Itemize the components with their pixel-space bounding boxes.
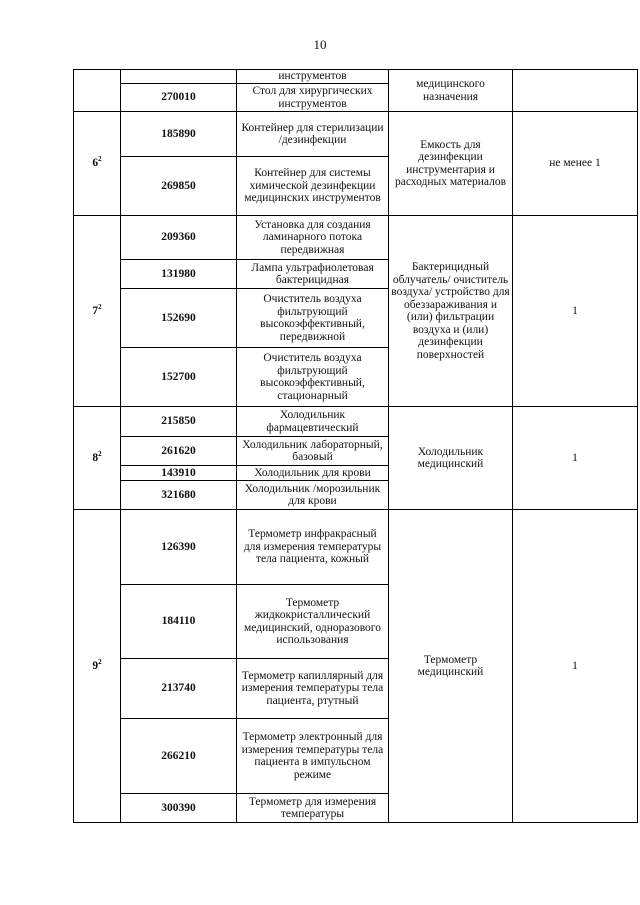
group-name: Емкость для дезинфекции инструментария и расходных материалов: [389, 112, 513, 216]
item-name: Контейнер для системы химической дезинфекции медицинских инструментов: [237, 157, 389, 216]
row-number: 8: [92, 451, 99, 464]
row-number-cell: [74, 510, 121, 823]
row-number-sup: 2: [98, 155, 102, 164]
quantity-cell: [513, 70, 638, 112]
row-number-cell: [74, 70, 121, 112]
quantity-cell: 1: [513, 407, 638, 510]
item-code: 126390: [121, 510, 237, 585]
item-name: Термометр для измерения температуры: [237, 794, 389, 823]
item-name: Контейнер для стерилизации /дезинфекции: [237, 112, 389, 157]
item-code: 209360: [121, 216, 237, 260]
group-name: Бактерицидный облучатель/ очиститель воздуха/ устройство для обеззараживания и (или) фильтрации воздуха и (или) дезинфекции поверхностей: [389, 216, 513, 407]
item-name: Термометр электронный для измерения температуры тела пациента в импульсном режиме: [237, 719, 389, 794]
row-number: 6: [92, 157, 99, 170]
quantity-cell: 1: [513, 510, 638, 823]
quantity-cell: 1: [513, 216, 638, 407]
item-code: 270010: [121, 84, 237, 112]
row-number-cell: [74, 112, 121, 216]
item-code: [121, 70, 237, 84]
item-name: Лампа ультрафиолетовая бактерицидная: [237, 260, 389, 289]
row-number-sup: 2: [98, 302, 102, 311]
row-number: 7: [92, 304, 99, 317]
row-number-sup: 2: [98, 449, 102, 458]
item-code: 269850: [121, 157, 237, 216]
item-code: 152690: [121, 289, 237, 348]
item-name: Стол для хирургических инструментов: [237, 84, 389, 112]
item-name: Термометр капиллярный для измерения температуры тела пациента, ртутный: [237, 659, 389, 719]
row-number-sup: 2: [98, 657, 102, 666]
item-code: 266210: [121, 719, 237, 794]
table-row: [74, 112, 638, 157]
item-code: 184110: [121, 585, 237, 659]
item-name: Установка для создания ламинарного потока передвижная: [237, 216, 389, 260]
item-code: 215850: [121, 407, 237, 437]
item-code: 213740: [121, 659, 237, 719]
row-number: 9: [92, 659, 99, 672]
group-name: медицинского назначения: [389, 70, 513, 112]
item-name: Очиститель воздуха фильтрующий высокоэффективный, стационарный: [237, 348, 389, 407]
quantity-cell: не менее 1: [513, 112, 638, 216]
equipment-table: [73, 69, 638, 823]
item-name: инструментов: [237, 70, 389, 84]
table-row: [74, 216, 638, 260]
group-name: Термометр медицинский: [389, 510, 513, 823]
item-name: Холодильник /морозильник для крови: [237, 481, 389, 510]
table-row: [74, 407, 638, 437]
group-name: Холодильник медицинский: [389, 407, 513, 510]
item-name: Холодильник лабораторный, базовый: [237, 437, 389, 466]
item-code: 143910: [121, 466, 237, 481]
item-code: 185890: [121, 112, 237, 157]
item-code: 261620: [121, 437, 237, 466]
item-code: 300390: [121, 794, 237, 823]
item-code: 131980: [121, 260, 237, 289]
item-name: Термометр инфракрасный для измерения температуры тела пациента, кожный: [237, 510, 389, 585]
item-name: Термометр жидкокристаллический медицинский, одноразового использования: [237, 585, 389, 659]
item-name: Очиститель воздуха фильтрующий высокоэффективный, передвижной: [237, 289, 389, 348]
page-number: 10: [313, 37, 327, 52]
table-row: [74, 510, 638, 585]
item-code: 152700: [121, 348, 237, 407]
item-name: Холодильник фармацевтический: [237, 407, 389, 437]
table-row: [74, 70, 638, 84]
row-number-cell: [74, 216, 121, 407]
row-number-cell: [74, 407, 121, 510]
item-name: Холодильник для крови: [237, 466, 389, 481]
item-code: 321680: [121, 481, 237, 510]
